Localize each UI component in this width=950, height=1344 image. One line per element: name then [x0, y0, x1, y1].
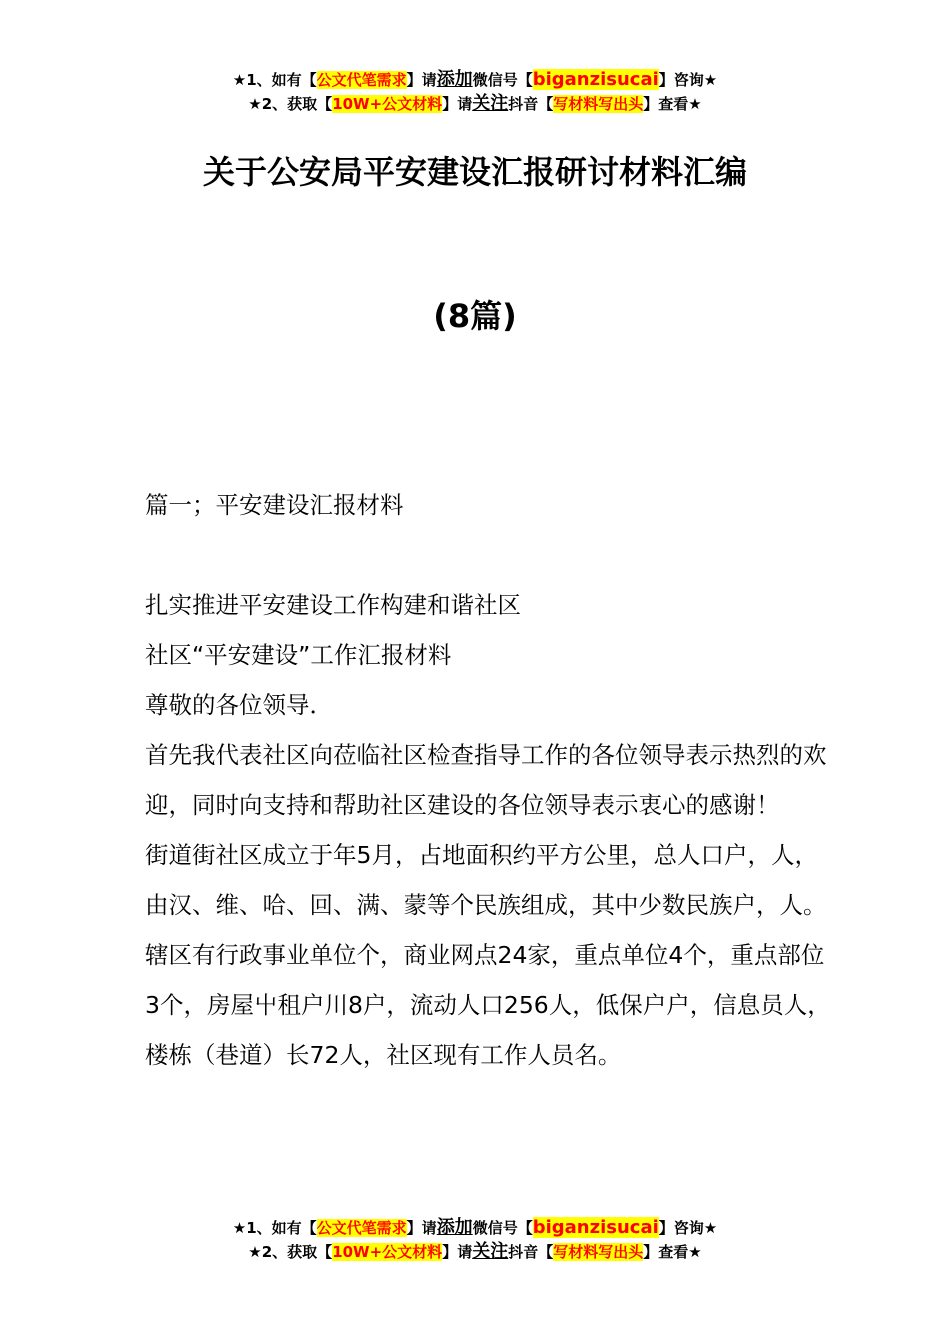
- body-paragraph: 街道街社区成立于年5月，占地面积约平方公里，总人口户，人，由汉、维、哈、回、满、蒙等个民族组成，其中少数民族户，人。辖区有行政事业单位个，商业网点24家，重点单位4个，重点部位3个，房屋屮租户川8户，流动人口256人，低保户户，信息员人，楼栋（巷道）长72人，社区现有工作人员名。: [145, 841, 831, 1069]
- banner-line-1: [0, 68, 950, 92]
- body-paragraph: 首先我代表社区向莅临社区检查指导工作的各位领导表示热烈的欢迎，同时向支持和帮助社区建设的各位领导表示衷心的感谢！: [145, 741, 827, 819]
- body-paragraph: 社区“平安建设”工作汇报材料: [145, 641, 452, 669]
- banner-text: 抖音【: [508, 95, 554, 113]
- banner-highlight-wechat-id: biganzisucai: [532, 1217, 659, 1238]
- body-paragraph: 尊敬的各位领导．: [145, 691, 333, 719]
- banner-text: 】请: [406, 1219, 437, 1237]
- banner-text: 】请: [406, 71, 437, 89]
- document-body: [145, 580, 835, 1080]
- top-banner: [0, 68, 950, 116]
- banner-text: 微信号【: [472, 1219, 533, 1237]
- banner-text: 抖音【: [508, 1243, 554, 1261]
- banner-emphasis: 关注: [472, 93, 509, 114]
- banner-highlight-douyin: 写材料写出头: [553, 95, 644, 113]
- banner-highlight-materials: 10W+公文材料: [332, 1243, 443, 1261]
- banner-text: ★2、获取【: [248, 95, 333, 113]
- banner-text: 】请: [442, 95, 473, 113]
- banner-highlight-service: 公文代笔需求: [316, 71, 407, 89]
- banner-text: ★1、如有【: [232, 71, 317, 89]
- banner-emphasis: 添加: [436, 69, 473, 90]
- banner-line-2: [0, 1240, 950, 1264]
- banner-text: 】查看★: [643, 1243, 702, 1261]
- banner-emphasis: 添加: [436, 1217, 473, 1238]
- banner-highlight-service: 公文代笔需求: [316, 1219, 407, 1237]
- banner-text: 】咨询★: [658, 1219, 718, 1237]
- bottom-banner: [0, 1216, 950, 1264]
- banner-text: ★1、如有【: [232, 1219, 317, 1237]
- banner-line-1: [0, 1216, 950, 1240]
- banner-highlight-materials: 10W+公文材料: [332, 95, 443, 113]
- banner-line-2: [0, 92, 950, 116]
- banner-text: 】请: [442, 1243, 473, 1261]
- body-paragraph: 扎实推进平安建设工作构建和谐社区: [145, 591, 521, 619]
- banner-emphasis: 关注: [472, 1241, 509, 1262]
- document-title: 关于公安局平安建设汇报研讨材料汇编: [202, 153, 747, 191]
- document-subtitle: (8篇): [433, 297, 517, 335]
- banner-highlight-wechat-id: biganzisucai: [532, 69, 659, 90]
- section-heading: 篇一；平安建设汇报材料: [145, 491, 404, 519]
- banner-text: ★2、获取【: [248, 1243, 333, 1261]
- banner-highlight-douyin: 写材料写出头: [553, 1243, 644, 1261]
- banner-text: 】咨询★: [658, 71, 718, 89]
- banner-text: 】查看★: [643, 95, 702, 113]
- banner-text: 微信号【: [472, 71, 533, 89]
